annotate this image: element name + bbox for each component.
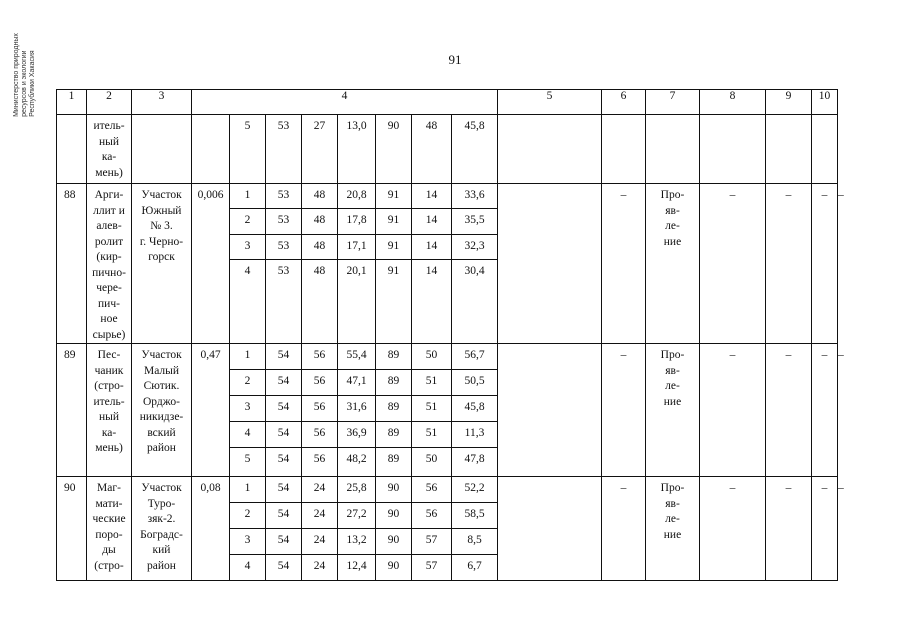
rock-type-line: ный	[98, 411, 120, 423]
val-c: 13,0	[338, 115, 376, 184]
value-cell: 0,47	[192, 344, 230, 477]
empty-cell	[498, 184, 602, 344]
col-9: –	[812, 477, 838, 581]
rock-type-line: чаник	[94, 364, 124, 377]
stamp-line: Министерство природных	[13, 33, 20, 117]
val-d: 91	[376, 234, 412, 259]
val-f: 45,8	[452, 396, 498, 422]
col-7: –	[700, 344, 766, 477]
val-e: 51	[412, 370, 452, 396]
site-name-line: кий	[152, 544, 171, 556]
rock-type-line: ное	[100, 313, 118, 325]
val-d: 90	[376, 477, 412, 503]
site-name	[132, 344, 192, 477]
site-name-line: Участок	[141, 482, 182, 494]
value-cell: 0,08	[192, 477, 230, 581]
site-name-line: никидзе-	[139, 411, 184, 423]
col-5: –	[602, 477, 646, 581]
val-d: 90	[376, 503, 412, 529]
empty-cell	[498, 115, 602, 184]
val-d: 89	[376, 396, 412, 422]
val-e: 48	[412, 115, 452, 184]
site-name-line: горск	[148, 251, 175, 263]
empty-cell	[498, 477, 602, 581]
col-5: –	[602, 184, 646, 344]
rock-type-line: итель-	[93, 120, 125, 132]
rock-type-line: ролит	[94, 235, 124, 248]
rock-type	[87, 184, 132, 344]
val-b: 48	[302, 184, 338, 209]
val-c: 12,4	[338, 555, 376, 581]
val-b: 56	[302, 448, 338, 477]
val-a: 54	[266, 555, 302, 581]
val-c: 55,4	[338, 344, 376, 370]
rock-type-line: ный	[98, 135, 120, 148]
site-name	[132, 115, 192, 184]
val-e: 57	[412, 529, 452, 555]
sample-no: 3	[230, 396, 266, 422]
val-f: 11,3	[452, 422, 498, 448]
val-d: 90	[376, 529, 412, 555]
rock-type-line: мати-	[95, 497, 123, 510]
sample-no: 4	[230, 555, 266, 581]
val-a: 53	[266, 259, 302, 343]
col-6	[646, 115, 700, 184]
table-row: 90 Маг- мати- ческие поро- ды (стро- Участок Туро- зяк-2. Боградс- кий район 0,08 1 54 24 25,8 90 56 52,2 – Про- яв- ле- ние – – – –	[57, 477, 838, 503]
val-b: 56	[302, 396, 338, 422]
rock-type-line: пич-	[98, 297, 120, 310]
col-6-line: Про-	[660, 189, 685, 201]
header-cell: 4	[192, 90, 498, 115]
col-6-line: ле-	[665, 513, 680, 525]
val-a: 54	[266, 448, 302, 477]
val-c: 25,8	[338, 477, 376, 503]
col-6-line: ние	[663, 528, 682, 541]
rock-type-line: ка-	[101, 426, 117, 439]
val-f: 47,8	[452, 448, 498, 477]
col-7: –	[700, 184, 766, 344]
sample-no: 2	[230, 370, 266, 396]
site-name-line: район	[147, 559, 176, 572]
table-row: 88 Арги- ллит и алев- ролит (кир- пично- чере- пич- ное сырье) Участок Южный № 3. г. Черно- горск 0,006 1 53 48 20,8 91 14 33,6 – Про- яв- ле- ние – – – –	[57, 184, 838, 209]
val-a: 53	[266, 184, 302, 209]
val-f: 52,2	[452, 477, 498, 503]
header-cell: 7	[646, 90, 700, 115]
sample-no: 1	[230, 477, 266, 503]
col-6-line: Про-	[660, 349, 685, 361]
value-cell: 0,006	[192, 184, 230, 344]
entry-number: 90	[57, 477, 87, 581]
val-a: 54	[266, 477, 302, 503]
val-b: 56	[302, 344, 338, 370]
val-e: 14	[412, 184, 452, 209]
col-5: –	[602, 344, 646, 477]
val-f: 30,4	[452, 259, 498, 343]
sample-no: 3	[230, 529, 266, 555]
col-6-line: яв-	[665, 364, 680, 377]
val-e: 50	[412, 448, 452, 477]
rock-type	[87, 477, 132, 581]
sample-no: 5	[230, 448, 266, 477]
rock-type-line: мень)	[95, 442, 123, 454]
stamp-line: ресурсов и экологии	[21, 50, 28, 117]
val-f: 50,5	[452, 370, 498, 396]
col-9: –	[812, 184, 838, 344]
val-b: 24	[302, 555, 338, 581]
val-f: 6,7	[452, 555, 498, 581]
header-cell: 2	[87, 90, 132, 115]
val-c: 20,1	[338, 259, 376, 343]
site-name-line: Малый	[143, 364, 180, 377]
sample-no: 5	[230, 115, 266, 184]
rock-type-line: Пес-	[97, 349, 121, 361]
val-d: 89	[376, 422, 412, 448]
val-d: 89	[376, 370, 412, 396]
val-e: 57	[412, 555, 452, 581]
rock-type-line: Маг-	[97, 482, 121, 494]
col-6-line: яв-	[665, 204, 680, 217]
val-e: 14	[412, 234, 452, 259]
rock-type-line: ллит и	[93, 204, 125, 217]
rock-type-line: мень)	[95, 166, 123, 179]
rock-type-line: Арги-	[94, 189, 124, 201]
header-row	[57, 90, 838, 115]
val-c: 20,8	[338, 184, 376, 209]
site-name-line: Участок	[141, 349, 182, 361]
site-name	[132, 184, 192, 344]
sample-no: 2	[230, 503, 266, 529]
site-name-line: вский	[147, 426, 176, 439]
sample-no: 3	[230, 234, 266, 259]
col-8: –	[766, 344, 812, 477]
val-c: 17,1	[338, 234, 376, 259]
val-d: 91	[376, 184, 412, 209]
val-f: 45,8	[452, 115, 498, 184]
val-d: 90	[376, 555, 412, 581]
col-9: –	[812, 344, 838, 477]
val-c: 48,2	[338, 448, 376, 477]
site-name-line: г. Черно-	[139, 235, 184, 248]
val-f: 58,5	[452, 503, 498, 529]
site-name-line: Сютик.	[143, 380, 180, 392]
col-8: –	[766, 184, 812, 344]
rock-type-line: сырье)	[92, 328, 126, 341]
val-e: 56	[412, 477, 452, 503]
page-number: 91	[448, 52, 462, 67]
val-e: 51	[412, 396, 452, 422]
col-6-line: ние	[663, 395, 682, 408]
val-a: 54	[266, 344, 302, 370]
col-6-line: Про-	[660, 482, 685, 494]
val-c: 13,2	[338, 529, 376, 555]
site-name-line: Южный	[141, 204, 182, 217]
site-name-line: № 3.	[150, 220, 173, 232]
value-cell	[192, 115, 230, 184]
rock-type-line: пично-	[92, 266, 126, 279]
val-b: 48	[302, 234, 338, 259]
side-stamp	[6, 20, 44, 130]
col-6-line: ле-	[665, 220, 680, 232]
sample-no: 1	[230, 344, 266, 370]
header-cell: 6	[602, 90, 646, 115]
col-7	[700, 115, 766, 184]
col-9	[812, 115, 838, 184]
site-name-line: Участок	[141, 189, 182, 201]
header-cell: 10	[812, 90, 838, 115]
site-name	[132, 477, 192, 581]
rock-type	[87, 115, 132, 184]
col-8	[766, 115, 812, 184]
empty-cell	[498, 344, 602, 477]
table-row: 89 Пес- чаник (стро- итель- ный ка- мень) Участок Малый Сютик. Орджо- никидзе- вский район 0,47 1 54 56 55,4 89 50 56,7 – Про- яв- ле- ние – – – –	[57, 344, 838, 370]
val-a: 54	[266, 396, 302, 422]
entry-number: 88	[57, 184, 87, 344]
col-6-line: яв-	[665, 497, 680, 510]
val-a: 53	[266, 115, 302, 184]
rock-type	[87, 344, 132, 477]
rock-type-line: чере-	[96, 282, 122, 294]
val-e: 14	[412, 209, 452, 234]
col-6-line: ние	[663, 235, 682, 248]
val-a: 53	[266, 234, 302, 259]
val-d: 89	[376, 344, 412, 370]
val-b: 48	[302, 209, 338, 234]
val-a: 54	[266, 370, 302, 396]
val-f: 56,7	[452, 344, 498, 370]
header-cell: 5	[498, 90, 602, 115]
val-d: 91	[376, 209, 412, 234]
val-d: 89	[376, 448, 412, 477]
val-f: 35,5	[452, 209, 498, 234]
site-name-line: район	[147, 442, 176, 454]
rock-type-line: алев-	[96, 220, 122, 232]
col-8: –	[766, 477, 812, 581]
rock-type-line: итель-	[93, 395, 125, 408]
val-e: 51	[412, 422, 452, 448]
site-name-line: зяк-2.	[147, 513, 176, 525]
data-table	[56, 89, 844, 581]
table-row	[57, 115, 838, 184]
site-name-line: Боградс-	[140, 528, 183, 541]
val-d: 90	[376, 115, 412, 184]
val-a: 54	[266, 503, 302, 529]
val-c: 47,1	[338, 370, 376, 396]
val-b: 48	[302, 259, 338, 343]
rock-type-line: (стро-	[94, 559, 124, 572]
rock-type-line: ческие	[92, 513, 126, 525]
val-f: 32,3	[452, 234, 498, 259]
val-c: 36,9	[338, 422, 376, 448]
rock-type-line: поро-	[95, 528, 123, 541]
col-6	[646, 344, 700, 477]
site-name-line: Туро-	[147, 497, 176, 510]
header-cell: 8	[700, 90, 766, 115]
val-b: 27	[302, 115, 338, 184]
val-b: 24	[302, 503, 338, 529]
entry-number	[57, 115, 87, 184]
val-b: 24	[302, 529, 338, 555]
val-c: 31,6	[338, 396, 376, 422]
rock-type-line: ка-	[101, 151, 117, 163]
val-a: 54	[266, 422, 302, 448]
stamp-line: Республики Хакасия	[29, 50, 36, 117]
val-e: 50	[412, 344, 452, 370]
sample-no: 1	[230, 184, 266, 209]
val-f: 8,5	[452, 529, 498, 555]
val-f: 33,6	[452, 184, 498, 209]
rock-type-line: ды	[102, 544, 116, 556]
val-c: 17,8	[338, 209, 376, 234]
val-a: 54	[266, 529, 302, 555]
rock-type-line: (стро-	[94, 380, 124, 392]
val-e: 56	[412, 503, 452, 529]
entry-number: 89	[57, 344, 87, 477]
col-6-line: ле-	[665, 380, 680, 392]
val-b: 56	[302, 422, 338, 448]
col-6	[646, 477, 700, 581]
rock-type-line: (кир-	[96, 251, 122, 263]
val-c: 27,2	[338, 503, 376, 529]
sample-no: 2	[230, 209, 266, 234]
header-cell: 1	[57, 90, 87, 115]
sample-no: 4	[230, 259, 266, 343]
val-a: 53	[266, 209, 302, 234]
header-cell: 9	[766, 90, 812, 115]
col-6	[646, 184, 700, 344]
val-b: 56	[302, 370, 338, 396]
sample-no: 4	[230, 422, 266, 448]
val-e: 14	[412, 259, 452, 343]
header-cell: 3	[132, 90, 192, 115]
val-b: 24	[302, 477, 338, 503]
stamp-text	[13, 33, 37, 117]
site-name-line: Орджо-	[143, 395, 180, 408]
val-d: 91	[376, 259, 412, 343]
col-5	[602, 115, 646, 184]
col-7: –	[700, 477, 766, 581]
